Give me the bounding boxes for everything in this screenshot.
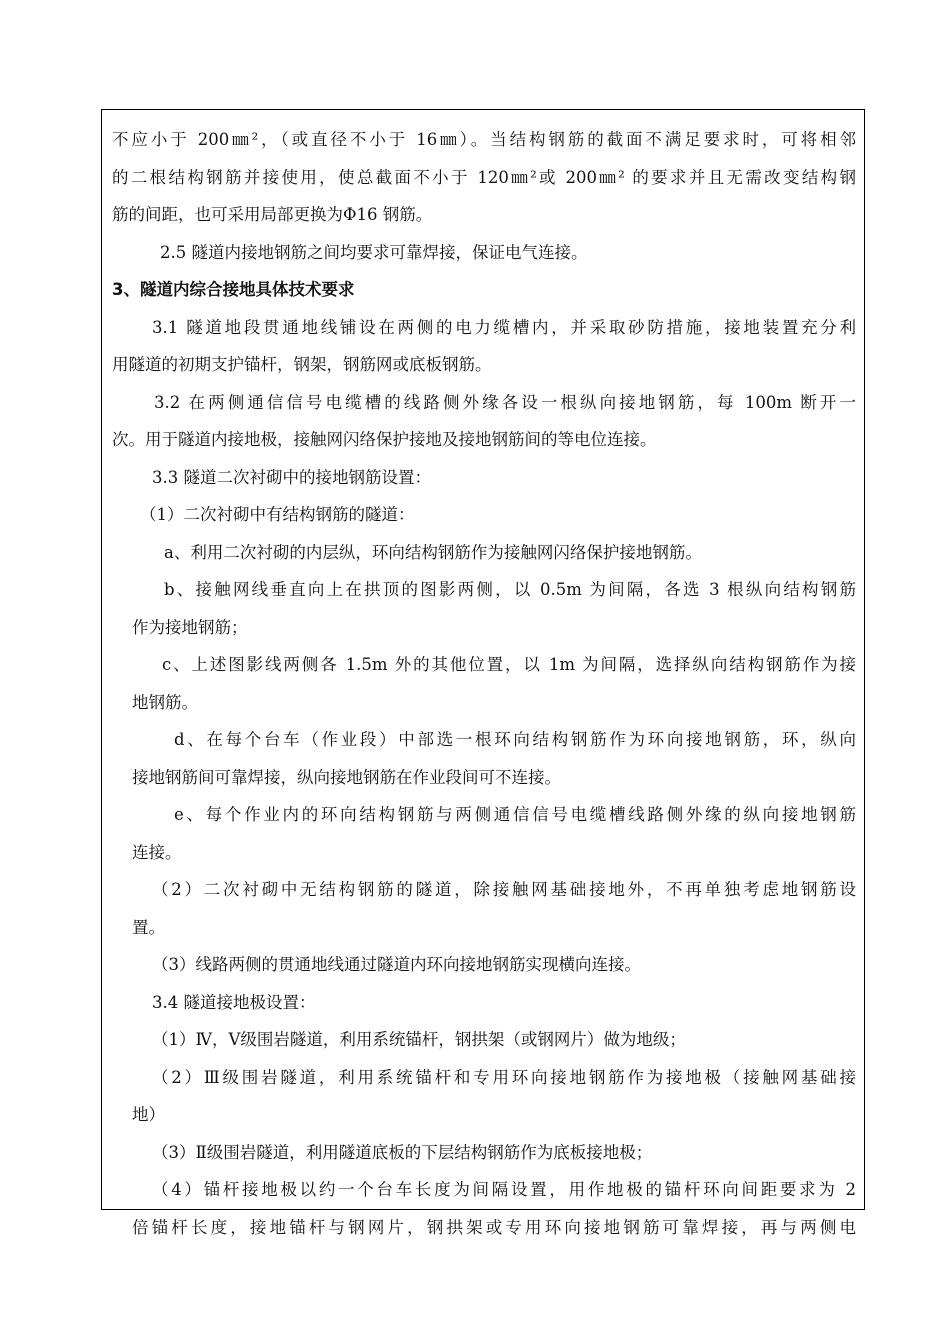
text-line: 3.3 隧道二次衬砌中的接地钢筋设置：: [152, 467, 431, 487]
text-line: （2）Ⅲ级围岩隧道，利用系统锚杆和专用环向接地钢筋作为接地极（接触网基础接: [152, 1067, 856, 1087]
text-line: 地）: [132, 1105, 165, 1124]
text-line: 接地钢筋间可靠焊接，纵向接地钢筋在作业段间可不连接。: [132, 767, 561, 787]
text-line: 作为接地钢筋；: [132, 617, 248, 637]
text-line: 置。: [132, 917, 165, 937]
document-text-box: [101, 109, 865, 1237]
text-line: 倍锚杆长度，接地锚杆与钢网片，钢拱架或专用环向接地钢筋可靠焊接，再与两侧电: [132, 1217, 856, 1237]
text-line: （1）二次衬砌中有结构钢筋的隧道：: [140, 505, 415, 524]
text-line: 不应小于 200㎜²，（或直径不小于 16㎜）。当结构钢筋的截面不满足要求时，可将相邻: [112, 130, 856, 149]
text-line: c、上述图影线两侧各 1.5m 外的其他位置，以 1m 为间隔，选择纵向结构钢筋作为接: [162, 655, 856, 674]
text-line: 3.2 在两侧通信信号电缆槽的线路侧外缘各设一根纵向接地钢筋，每 100m 断开一: [154, 392, 856, 412]
text-line: d、在每个台车（作业段）中部选一根环向结构钢筋作为环向接地钢筋，环，纵向: [174, 730, 856, 749]
text-line: 的二根结构钢筋并接使用，使总截面不小于 120㎜²或 200㎜² 的要求并且无需改变结构钢: [112, 167, 856, 187]
text-line: 次。用于隧道内接地极，接触网闪络保护接地及接地钢筋间的等电位连接。: [112, 430, 657, 449]
text-line: 连接。: [132, 842, 182, 862]
text-line: e、每个作业内的环向结构钢筋与两侧通信信号电缆槽线路侧外缘的纵向接地钢筋: [174, 805, 856, 824]
text-line: 3.4 隧道接地极设置：: [152, 992, 316, 1012]
text-line: （4）锚杆接地极以约一个台车长度为间隔设置，用作地极的锚杆环向间距要求为 2: [152, 1180, 856, 1199]
text-line: （2）二次衬砌中无结构钢筋的隧道，除接触网基础接地外，不再单独考虑地钢筋设: [152, 880, 856, 899]
text-line: b、接触网线垂直向上在拱顶的图影两侧，以 0.5m 为间隔，各选 3 根纵向结构钢筋: [164, 580, 856, 599]
text-line: 3.1 隧道地段贯通地线铺设在两侧的电力缆槽内，并采取砂防措施，接地装置充分利: [152, 317, 856, 337]
text-line: 地钢筋。: [132, 692, 198, 712]
text-line: 用隧道的初期支护锚杆，钢架，钢筋网或底板钢筋。: [112, 355, 492, 374]
text-line: 2.5 隧道内接地钢筋之间均要求可靠焊接，保证电气连接。: [160, 242, 588, 262]
text-line: 筋的间距，也可采用局部更换为Φ16 钢筋。: [112, 205, 433, 224]
text-line: a、利用二次衬砌的内层纵，环向结构钢筋作为接触网闪络保护接地钢筋。: [164, 542, 702, 562]
section-heading: 3、隧道内综合接地具体技术要求: [112, 280, 355, 299]
text-line: （3）线路两侧的贯通地线通过隧道内环向接地钢筋实现横向连接。: [152, 955, 641, 974]
text-line: （1）Ⅳ，Ⅴ级围岩隧道，利用系统锚杆，钢拱架（或钢网片）做为地级；: [152, 1030, 686, 1049]
text-line: （3）Ⅱ级围岩隧道，利用隧道底板的下层结构钢筋作为底板接地极；: [152, 1142, 653, 1162]
